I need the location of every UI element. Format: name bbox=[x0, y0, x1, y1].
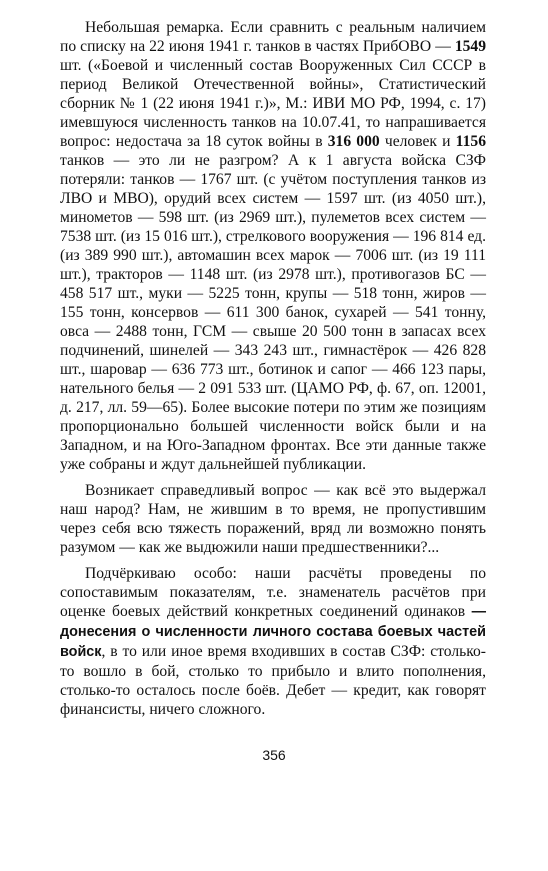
text-run: Подчёркиваю особо: наши расчёты проведены по сопоставимым показателям, т.е. знаменатель расчётов при оценке боевых действий конкретных соединений одинаков bbox=[60, 565, 486, 620]
paragraph-2 bbox=[60, 481, 486, 557]
bold-text-run: 316 000 bbox=[327, 133, 380, 150]
text-run: танков — это ли не разгром? А к 1 августа войска СЗФ потеряли: танков — 1767 шт. (с учётом поступления танков из ЛВО и МВО), орудий всех систем — 1597 шт. (из 4050 шт.), минометов — 598 шт. (из 2969 шт.), пулеметов всех систем — 7538 шт. (из 15 016 шт.), стрелкового вооружения — 196 814 ед. (из 389 990 шт.), автомашин всех марок — 7006 шт. (из 19 111 шт.), тракторов — 1148 шт. (из 2978 шт.), противогазов БС — 458 517 шт., муки — 5225 тонн, крупы — 518 тонн, жиров — 155 тонн, консервов — 611 300 банок, сухарей — 541 тонну, овса — 2488 тонн, ГСМ — свыше 20 500 тонн в запасах всех подчинений, шинелей — 343 243 шт., гимнастёрок — 426 828 шт., шаровар — 636 773 шт., ботинок и сапог — 466 123 пары, нательного белья — 2 091 533 шт. (ЦАМО РФ, ф. 67, оп. 12001, д. 217, лл. 59—65). Более высокие потери по этим же позициям пропорционально большей численности войск были и на Западном, и на Юго-Западном фронтах. Все эти данные также уже собраны и ждут дальнейшей публикации. bbox=[60, 152, 486, 473]
bold-text-run: 1156 bbox=[455, 133, 486, 150]
body-text bbox=[60, 18, 486, 719]
text-run: , в то или иное время входивших в состав СЗФ: столько-то вошло в бой, столько то прибыло и влито пополнения, столько-то осталось после боёв. Дебет — кредит, как говорят финансисты, ничего сложного. bbox=[60, 643, 486, 718]
paragraph-1 bbox=[60, 18, 486, 474]
page-number: 356 bbox=[262, 747, 286, 763]
paragraph-3 bbox=[60, 564, 486, 719]
text-run: шт. («Боевой и численный состав Вооруженных Сил СССР в период Великой Отечественной войны», Статистический сборник № 1 (22 июня 1941 г.)», М.: ИВИ МО РФ, 1994, с. 17) имевшуюся численность танков на 10.07.41, то напрашивается вопрос: недостача за 18 суток войны в bbox=[60, 57, 486, 150]
text-run: человек и bbox=[379, 133, 456, 150]
text-run: Возникает справедливый вопрос — как всё это выдержал наш народ? Нам, не жившим в то время, не пропустившим через себя всю тяжесть поражений, вряд ли возможно понять разумом — как же выдюжили наши предшественники?... bbox=[60, 482, 486, 556]
text-run: Небольшая ремарка. Если сравнить с реальным наличием по списку на 22 июня 1941 г. танков в частях ПрибОВО — bbox=[60, 19, 486, 55]
bold-text-run: — донесения о численности личного состава боевых частей войск bbox=[60, 604, 486, 660]
bold-text-run: 1549 bbox=[454, 38, 486, 55]
